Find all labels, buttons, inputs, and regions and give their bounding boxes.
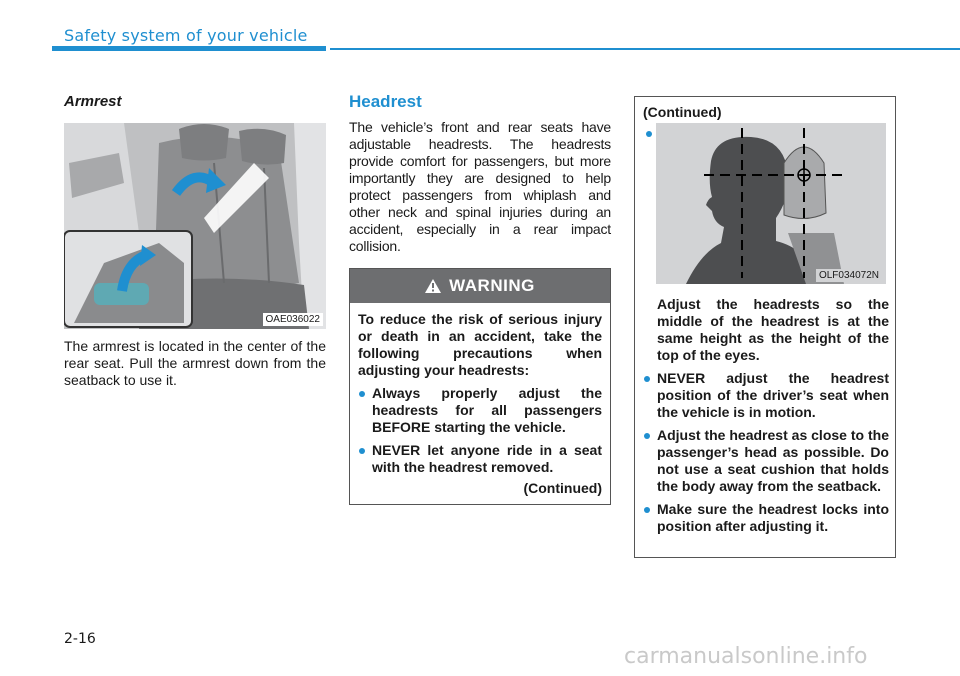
- armrest-figure-code: OAE036022: [263, 313, 324, 326]
- headrest-figure-code: OLF034072N: [816, 269, 882, 282]
- warning-bullet: Always properly adjust the headrests for all passengers BEFORE starting the vehicle.: [358, 385, 602, 436]
- continued-heading: (Continued): [643, 104, 722, 120]
- headrest-heading: Headrest: [349, 92, 422, 111]
- warning-header: [350, 269, 610, 303]
- bullet-dot-icon: [644, 376, 650, 382]
- warning-box: [349, 268, 611, 505]
- warning-title: WARNING: [449, 276, 535, 295]
- watermark-text: carmanualsonline.info: [624, 644, 868, 669]
- headrest-adjustment-illustration: [656, 123, 886, 284]
- header-rule-thin: [330, 48, 960, 50]
- continued-bullet: NEVER adjust the headrest position of the driver’s seat when the vehicle is in motion.: [643, 370, 889, 421]
- headrest-description: The vehicle’s front and rear seats have adjustable headrests. The headrests provide comfort for passengers, but more importantly they are designed to help protect passengers from whiplash and other neck and spinal injuries during an accident, especially in a rear impact collision.: [349, 119, 611, 254]
- bullet-dot-icon: [646, 131, 652, 137]
- head-position-diagram: [656, 123, 886, 284]
- warning-bullet: NEVER let anyone ride in a seat with the headrest removed.: [358, 442, 602, 476]
- continued-bullet: Adjust the headrest as close to the passenger’s head as possible. Do not use a seat cushion that holds the body away from the seatback.: [643, 427, 889, 495]
- armrest-illustration: [64, 123, 326, 329]
- continued-warning-box: [634, 96, 896, 558]
- warning-intro: To reduce the risk of serious injury or death in an accident, take the following precautions when adjusting your headrests:: [358, 311, 602, 378]
- bullet-dot-icon: [359, 448, 365, 454]
- rear-seat-armrest-image: [64, 123, 326, 329]
- bullet-dot-icon: [359, 391, 365, 397]
- armrest-heading: Armrest: [64, 93, 122, 110]
- page-number: 2-16: [64, 631, 96, 647]
- bullet-dot-icon: [644, 507, 650, 513]
- header-rule-thick: [52, 46, 326, 51]
- warning-continued: (Continued): [523, 480, 602, 496]
- warning-triangle-icon: [425, 279, 441, 293]
- section-title: Safety system of your vehicle: [64, 26, 308, 45]
- continued-bullet: Make sure the headrest locks into position after adjusting it.: [643, 501, 889, 535]
- armrest-description: The armrest is located in the center of the rear seat. Pull the armrest down from the seatback to use it.: [64, 338, 326, 388]
- headrest-height-instruction: Adjust the headrests so the middle of the headrest is at the same height as the height of the top of the eyes.: [657, 296, 889, 363]
- bullet-dot-icon: [644, 433, 650, 439]
